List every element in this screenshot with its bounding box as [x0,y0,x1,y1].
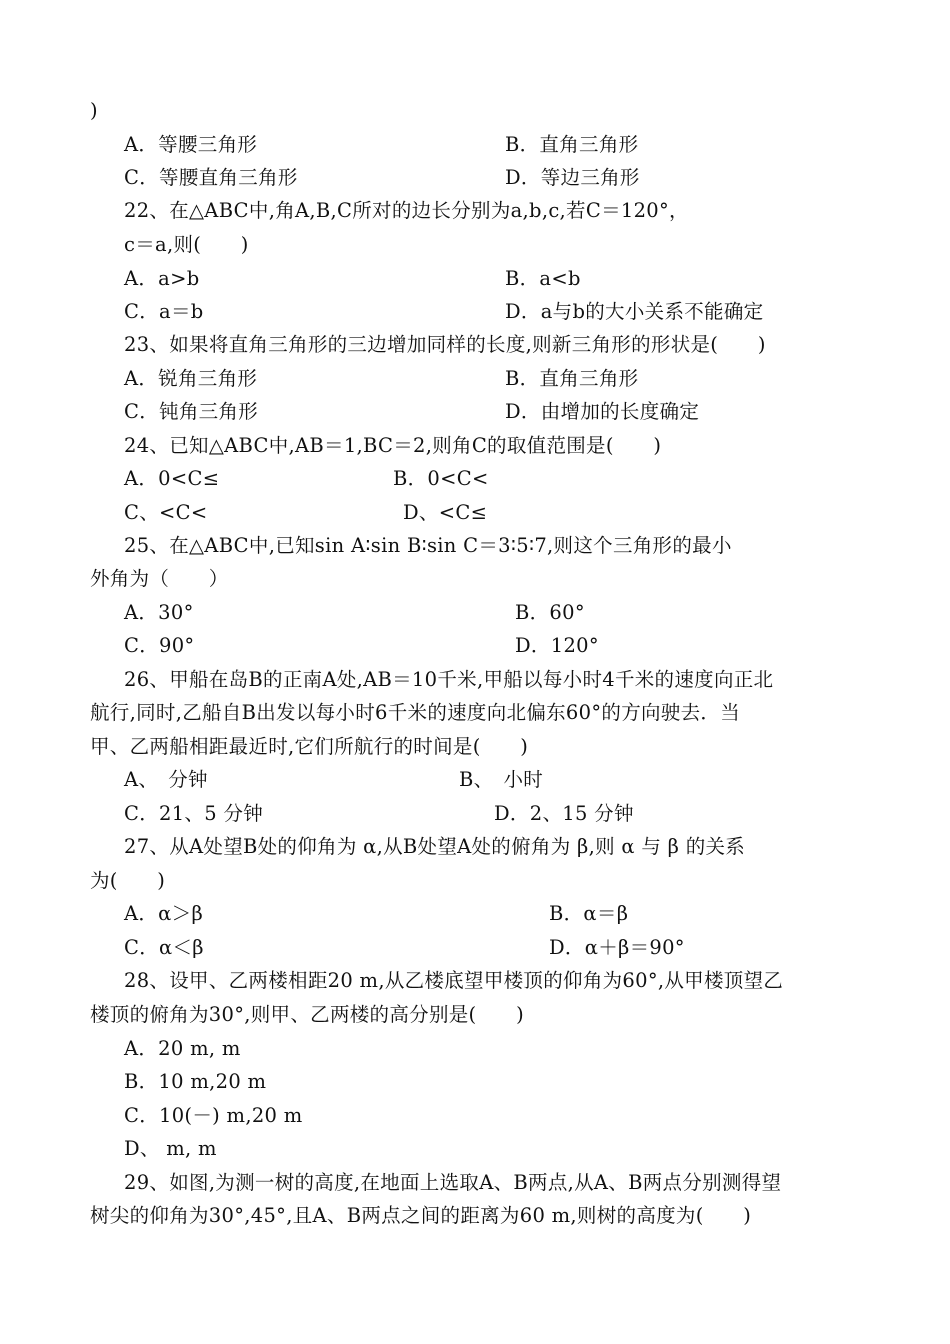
text-line: D．a与b的大小关系不能确定 [505,300,764,323]
text-line: C．a＝b [124,300,204,323]
text-line: B．a<b [505,267,581,290]
text-line: A．a>b [124,267,200,290]
text-line: B、 小时 [459,768,544,791]
text-line: A、 分钟 [124,768,208,791]
text-line: c＝a,则( ) [124,233,249,256]
text-line: C．钝角三角形 [124,400,259,423]
text-line: 24、已知△ABC中,AB＝1,BC＝2,则角C的取值范围是( ) [124,434,662,457]
text-line: 23、如果将直角三角形的三边增加同样的长度,则新三角形的形状是( ) [124,333,766,356]
text-line: C．90° [124,634,195,657]
text-line: B．直角三角形 [505,367,639,390]
text-line: B．0<C< [393,467,489,490]
text-line: D．由增加的长度确定 [505,400,700,423]
text-line: 甲、乙两船相距最近时,它们所航行的时间是( ) [90,735,529,758]
text-line: B．α＝β [549,902,629,925]
text-line: 楼顶的俯角为30°,则甲、乙两楼的高分别是( ) [90,1003,524,1026]
text-line: 外角为（ ） [90,567,229,590]
text-line: C．α＜β [124,936,204,959]
text-line: A．等腰三角形 [124,133,258,156]
text-line: 航行,同时,乙船自B出发以每小时6千米的速度向北偏东60°的方向驶去．当 [90,701,740,724]
text-line: 22、在△ABC中,角A,B,C所对的边长分别为a,b,c,若C＝120°， [124,199,689,222]
text-line: 29、如图,为测一树的高度,在地面上选取A、B两点,从A、B两点分别测得望 [124,1171,782,1194]
text-line: D．2、15 分钟 [494,802,634,825]
text-line: B．60° [515,601,585,624]
text-line: D．120° [515,634,599,657]
text-line: D、<C≤ [403,501,488,524]
text-line: 27、从A处望B处的仰角为 α,从B处望A处的俯角为 β,则 α 与 β 的关系 [124,835,746,858]
text-line: 28、设甲、乙两楼相距20 m,从乙楼底望甲楼顶的仰角为60°,从甲楼顶望乙 [124,969,784,992]
text-line: D、 m, m [124,1137,217,1160]
text-line: B．10 m,20 m [124,1070,267,1093]
text-line: 25、在△ABC中,已知sin A∶sin B∶sin C＝3∶5∶7,则这个三角形的最小 [124,534,732,557]
text-line: B．直角三角形 [505,133,639,156]
text-line: A．30° [124,601,194,624]
text-line: D．α＋β＝90° [549,936,685,959]
text-line: A．锐角三角形 [124,367,258,390]
text-line: C、<C< [124,501,208,524]
text-line: C．等腰直角三角形 [124,166,298,189]
text-line: 树尖的仰角为30°,45°,且A、B两点之间的距离为60 m,则树的高度为( ) [90,1204,752,1227]
text-line: D．等边三角形 [505,166,640,189]
text-line: C．21、5 分钟 [124,802,264,825]
text-line: A．0<C≤ [124,467,220,490]
text-line: C．10(－) m,20 m [124,1104,303,1127]
text-line: 26、甲船在岛B的正南A处,AB＝10千米,甲船以每小时4千米的速度向正北 [124,668,774,691]
text-line: A．α＞β [124,902,204,925]
text-line: 为( ) [90,869,166,892]
text-line: ) [90,99,98,122]
text-line: A．20 m, m [124,1037,241,1060]
